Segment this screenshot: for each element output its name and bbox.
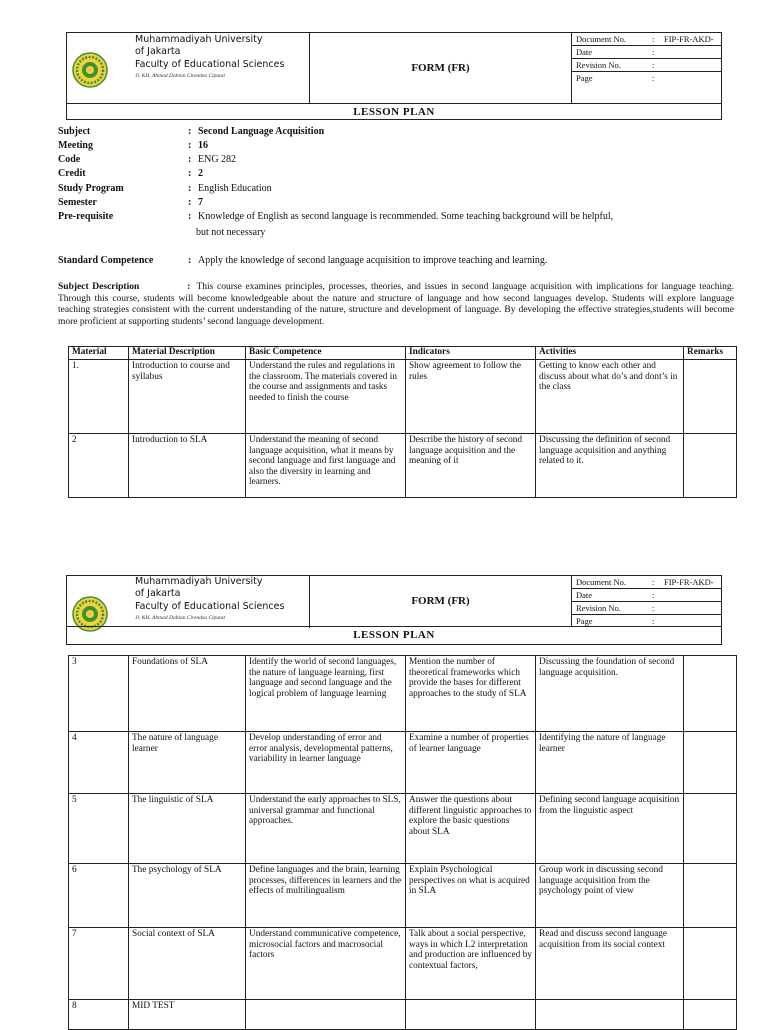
cell-description: Introduction to SLA bbox=[129, 434, 246, 498]
field-colon: : bbox=[188, 183, 192, 194]
cell-competence: Understand the early approaches to SLS, universal grammar and functional approaches. bbox=[246, 794, 406, 864]
cell-competence: Understand communicative competence, microsocial factors and macrosocial factors bbox=[246, 928, 406, 1000]
field-label: Code bbox=[58, 154, 81, 165]
university-logo-icon bbox=[72, 52, 108, 88]
cell-description: The linguistic of SLA bbox=[129, 794, 246, 864]
cell-description: The nature of language learner bbox=[129, 732, 246, 794]
cell-material: 1. bbox=[69, 360, 129, 434]
cell-indicators: Talk about a social perspective, ways in which L2 interpretation and production are influenced by contextual factors, bbox=[406, 928, 536, 1000]
header-material-description: Material Description bbox=[129, 347, 246, 360]
cell-competence bbox=[246, 1000, 406, 1030]
cell-remarks bbox=[684, 656, 737, 732]
cell-indicators: Show agreement to follow the rules bbox=[406, 360, 536, 434]
cell-remarks bbox=[684, 360, 737, 434]
field-label: Standard Competence bbox=[58, 255, 154, 266]
meta-row bbox=[572, 589, 721, 602]
university-block bbox=[67, 576, 310, 628]
cell-description: Introduction to course and syllabus bbox=[129, 360, 246, 434]
cell-remarks bbox=[684, 928, 737, 1000]
cell-indicators: Mention the number of theoretical frameworks which provide the bases for different approaches to the study of SLA bbox=[406, 656, 536, 732]
cell-competence: Define languages and the brain, learning processes, differences in learners and the effects of multilingualism bbox=[246, 864, 406, 928]
cell-remarks bbox=[684, 434, 737, 498]
field-value: 16 bbox=[198, 140, 208, 151]
cell-activities: Identifying the nature of language learner bbox=[536, 732, 684, 794]
meta-row bbox=[572, 33, 721, 46]
document-meta bbox=[572, 33, 721, 103]
field-value: 2 bbox=[198, 168, 203, 179]
cell-remarks bbox=[684, 1000, 737, 1030]
cell-indicators: Describe the history of second language acquisition and the meaning of it bbox=[406, 434, 536, 498]
header-indicators: Indicators bbox=[406, 347, 536, 360]
meta-row bbox=[572, 46, 721, 59]
field-label: Credit bbox=[58, 168, 86, 179]
cell-description: Social context of SLA bbox=[129, 928, 246, 1000]
cell-competence: Understand the meaning of second language acquisition, what it means by second language and first language and also the diversity in learning and learners. bbox=[246, 434, 406, 498]
lesson-plan-table-page1 bbox=[68, 346, 737, 498]
cell-indicators bbox=[406, 1000, 536, 1030]
table-row bbox=[69, 732, 737, 794]
table-header-row bbox=[69, 347, 737, 360]
meta-label: Document No. bbox=[576, 34, 627, 44]
field-label: Semester bbox=[58, 197, 97, 208]
form-title: FORM (FR) bbox=[310, 33, 572, 103]
meta-colon: : bbox=[652, 616, 655, 626]
meta-row bbox=[572, 576, 721, 589]
header-remarks: Remarks bbox=[684, 347, 737, 360]
cell-material: 6 bbox=[69, 864, 129, 928]
cell-activities: Defining second language acquisition from the linguistic aspect bbox=[536, 794, 684, 864]
field-value: ENG 282 bbox=[198, 154, 237, 165]
faculty-name: Faculty of Educational Sciences bbox=[135, 59, 285, 70]
meta-colon: : bbox=[652, 577, 655, 587]
meta-label: Date bbox=[576, 47, 593, 57]
field-value: Apply the knowledge of second language acquisition to improve teaching and learning. bbox=[198, 255, 548, 266]
cell-description: MID TEST bbox=[129, 1000, 246, 1030]
form-header bbox=[66, 32, 722, 120]
university-block bbox=[67, 33, 310, 103]
meta-label: Page bbox=[576, 616, 593, 626]
meta-label: Date bbox=[576, 590, 593, 600]
university-city: of Jakarta bbox=[135, 46, 181, 57]
meta-row bbox=[572, 602, 721, 615]
page-title: LESSON PLAN bbox=[67, 626, 721, 643]
meta-value: FIP-FR-AKD- bbox=[664, 34, 714, 44]
cell-competence: Understand the rules and regulations in the classroom. The materials covered in the course and assignments and tasks needed to finish the course bbox=[246, 360, 406, 434]
field-label: Subject bbox=[58, 126, 91, 137]
meta-value: FIP-FR-AKD- bbox=[664, 577, 714, 587]
cell-indicators: Explain Psychological perspectives on what is acquired in SLA bbox=[406, 864, 536, 928]
form-title: FORM (FR) bbox=[310, 576, 572, 626]
subject-description bbox=[58, 282, 734, 328]
field-colon: : bbox=[188, 168, 192, 179]
field-value: Second Language Acquisition bbox=[198, 126, 325, 137]
table-row bbox=[69, 656, 737, 732]
field-colon: : bbox=[188, 255, 192, 266]
cell-material: 7 bbox=[69, 928, 129, 1000]
cell-activities bbox=[536, 1000, 684, 1030]
cell-competence: Identify the world of second languages, the nature of language learning, first language and second language and the logical problem of language learning bbox=[246, 656, 406, 732]
meta-row bbox=[572, 72, 721, 84]
page-title: LESSON PLAN bbox=[67, 103, 721, 120]
field-label: Study Program bbox=[58, 183, 124, 194]
university-name: Muhammadiyah University bbox=[135, 34, 263, 45]
field-value: English Education bbox=[198, 183, 272, 194]
table-row bbox=[69, 864, 737, 928]
field-colon: : bbox=[188, 126, 192, 137]
header-basic-competence: Basic Competence bbox=[246, 347, 406, 360]
description-label: Subject Description bbox=[58, 282, 140, 292]
header-material: Material bbox=[69, 347, 129, 360]
cell-activities: Discussing the definition of second language acquisition and anything related to it. bbox=[536, 434, 684, 498]
description-colon: : bbox=[187, 282, 191, 292]
meta-label: Revision No. bbox=[576, 603, 621, 613]
cell-remarks bbox=[684, 794, 737, 864]
university-address: Jl. KH. Ahmad Dahlan Cirendeu Ciputat bbox=[135, 615, 225, 621]
meta-colon: : bbox=[652, 603, 655, 613]
meta-colon: : bbox=[652, 60, 655, 70]
meta-colon: : bbox=[652, 590, 655, 600]
field-colon: : bbox=[188, 197, 192, 208]
field-colon: : bbox=[188, 211, 192, 222]
cell-competence: Develop understanding of error and error analysis, developmental patterns, variability in learner language bbox=[246, 732, 406, 794]
field-label: Pre-requisite bbox=[58, 211, 114, 222]
cell-remarks bbox=[684, 732, 737, 794]
table-row bbox=[69, 360, 737, 434]
meta-label: Document No. bbox=[576, 577, 627, 587]
cell-activities: Group work in discussing second language acquisition from the psychology point of view bbox=[536, 864, 684, 928]
table-row bbox=[69, 434, 737, 498]
cell-material: 8 bbox=[69, 1000, 129, 1030]
university-address: Jl. KH. Ahmad Dahlan Cirendeu Ciputat bbox=[135, 73, 225, 79]
cell-description: The psychology of SLA bbox=[129, 864, 246, 928]
faculty-name: Faculty of Educational Sciences bbox=[135, 601, 285, 612]
cell-material: 4 bbox=[69, 732, 129, 794]
meta-label: Revision No. bbox=[576, 60, 621, 70]
field-colon: : bbox=[188, 154, 192, 165]
table-row bbox=[69, 928, 737, 1000]
university-name: Muhammadiyah University bbox=[135, 576, 263, 587]
cell-description: Foundations of SLA bbox=[129, 656, 246, 732]
field-value: 7 bbox=[198, 197, 203, 208]
field-colon: : bbox=[188, 140, 192, 151]
table-row bbox=[69, 794, 737, 864]
table-row bbox=[69, 1000, 737, 1030]
cell-activities: Getting to know each other and discuss about what do’s and dont’s in the class bbox=[536, 360, 684, 434]
description-text: This course examines principles, processes, theories, and issues in second language acquisition with implications for language teaching. Through this course, students will become knowledgeable about the nature and structure of language and how second languages develop. Students will explore language teaching strategies consistent with the current understanding of the nature, structure and development of language. By developing the effective strategies,students will become more proficient at supporting students’ second language development. bbox=[58, 282, 734, 327]
cell-material: 2 bbox=[69, 434, 129, 498]
cell-remarks bbox=[684, 864, 737, 928]
field-label: Meeting bbox=[58, 140, 93, 151]
meta-colon: : bbox=[652, 47, 655, 57]
cell-indicators: Examine a number of properties of learner language bbox=[406, 732, 536, 794]
cell-material: 5 bbox=[69, 794, 129, 864]
cell-material: 3 bbox=[69, 656, 129, 732]
cell-activities: Read and discuss second language acquisition from its social context bbox=[536, 928, 684, 1000]
cell-indicators: Answer the questions about different linguistic approaches to explore the basic questions about SLA bbox=[406, 794, 536, 864]
meta-colon: : bbox=[652, 34, 655, 44]
cell-activities: Discussing the foundation of second language acquisition. bbox=[536, 656, 684, 732]
lesson-plan-table-page2 bbox=[68, 655, 737, 1030]
header-activities: Activities bbox=[536, 347, 684, 360]
prerequisite-continued: but not necessary bbox=[196, 227, 266, 238]
meta-row bbox=[572, 59, 721, 72]
meta-label: Page bbox=[576, 73, 593, 83]
field-value: Knowledge of English as second language is recommended. Some teaching background will be helpful, bbox=[198, 211, 614, 222]
form-header bbox=[66, 575, 722, 645]
meta-colon: : bbox=[652, 73, 655, 83]
university-city: of Jakarta bbox=[135, 588, 181, 599]
